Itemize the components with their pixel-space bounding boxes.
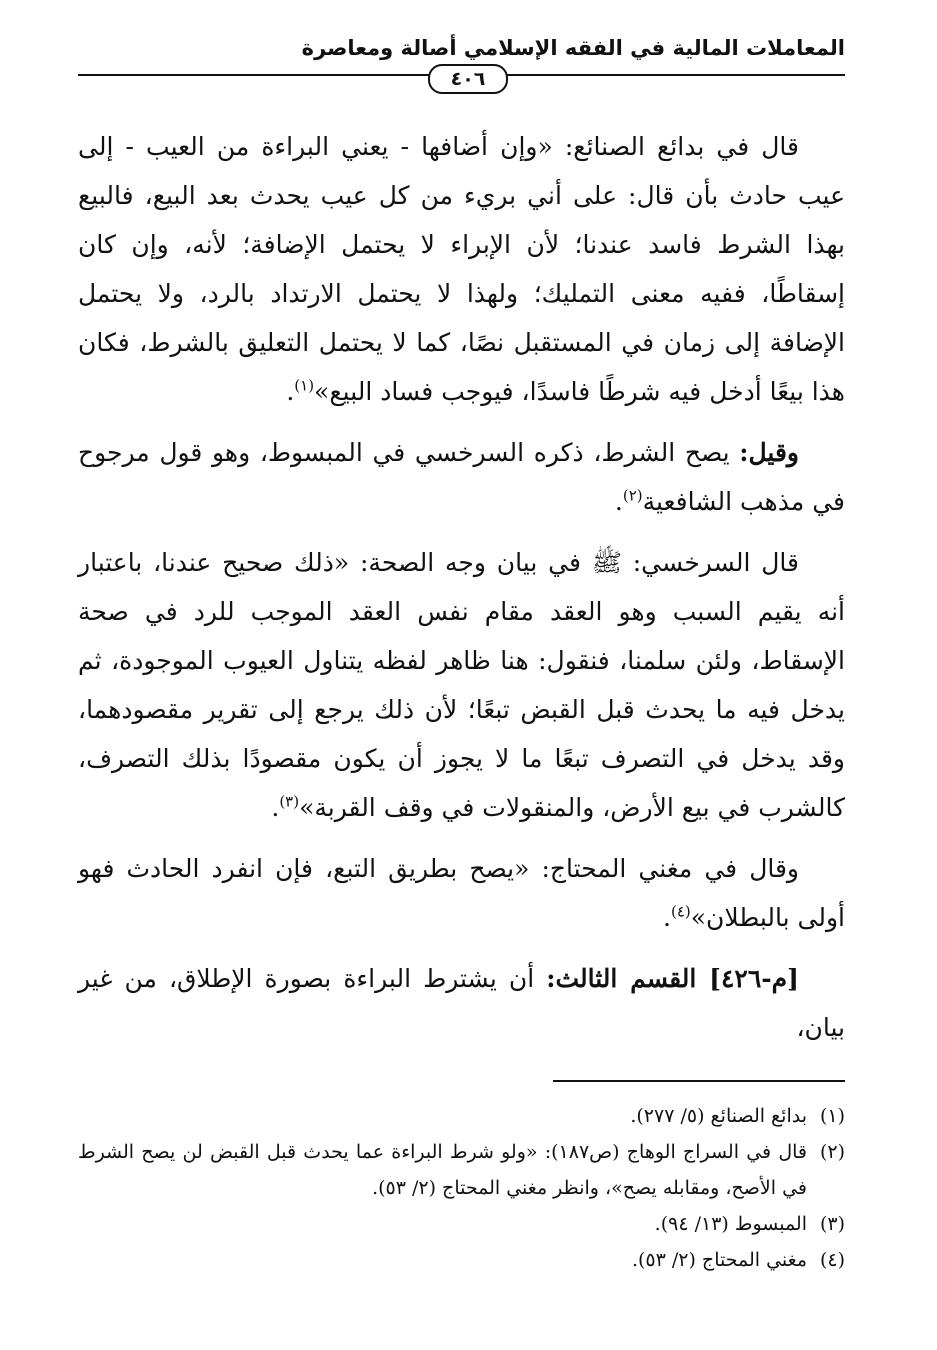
footnote-item xyxy=(78,1098,845,1134)
paragraph-third-section xyxy=(78,954,845,1052)
footnote-separator xyxy=(553,1080,845,1082)
footnote-item xyxy=(78,1134,845,1206)
running-title: المعاملات المالية في الفقه الإسلامي أصالة ومعاصرة xyxy=(301,36,845,60)
footnote-number: (٣) xyxy=(819,1213,845,1235)
paragraph-text: قال السرخسي: ﷺ في بيان وجه الصحة: «ذلك صحيح عندنا، باعتبار أنه يقيم السبب وهو العقد مقام نفس العقد الموجب للرد في صحة الإسقاط، ولئن سلمنا، فنقول: هنا ظاهر لفظه يتناول العيوب الموجودة، ثم يدخل فيه ما يحدث قبل القبض تبعًا؛ لأن ذلك يرجع إلى تقرير مقصودهما، وقد يدخل في التصرف تبعًا ما لا يجوز أن يكون مقصودًا بذلك التصرف، كالشرب في بيع الأرض، والمنقولات في وقف القربة» xyxy=(78,548,846,822)
footnote-number: (١) xyxy=(819,1105,845,1127)
paragraph-tail: . xyxy=(614,487,623,516)
footnote-ref: (٢) xyxy=(622,486,643,505)
paragraph-tail: . xyxy=(663,903,671,932)
paragraph-text: قال في بدائع الصنائع: «وإن أضافها - يعني البراءة من العيب - إلى عيب حادث بأن قال: على أني بريء من كل عيب يحدث بعد البيع، فالبيع بهذا الشرط فاسد عندنا؛ لأن الإبراء لا يحتمل الإضافة؛ لأنه، وإن كان إسقاطًا، ففيه معنى التمليك؛ ولهذا لا يحتمل الارتداد بالرد، ولا يحتمل الإضافة إلى زمان في المستقبل نصًا، كما لا يحتمل التعليق بالشرط، فكان هذا بيعًا أدخل فيه شرطًا فاسدًا، فيوجب فساد البيع» xyxy=(78,132,845,406)
footnote-number: (٤) xyxy=(819,1249,845,1271)
page-number: ٤٠٦ xyxy=(428,64,508,94)
paragraph-lead: [م-٤٢٦] القسم الثالث: xyxy=(546,964,799,993)
footnote-item xyxy=(78,1206,845,1242)
paragraph-tail: . xyxy=(286,377,295,406)
paragraph-text: أن يشترط البراءة بصورة الإطلاق، من غير بيان، xyxy=(78,964,845,1042)
paragraph-text: يصح الشرط، ذكره السرخسي في المبسوط، وهو قول مرجوح في مذهب الشافعية xyxy=(78,438,845,516)
paragraph-sarakhsi xyxy=(78,538,845,832)
paragraph-text: وقال في مغني المحتاج: «يصح بطريق التبع، فإن انفرد الحادث فهو أولى بالبطلان» xyxy=(78,854,845,932)
footnote-text: قال في السراج الوهاج (ص١٨٧): «ولو شرط البراءة عما يحدث قبل القبض لن يصح الشرط في الأصح، ومقابله يصح»، وانظر مغني المحتاج (٢/ ٥٣). xyxy=(78,1141,808,1199)
footnote-text: مغني المحتاج (٢/ ٥٣). xyxy=(631,1249,807,1271)
footnote-item xyxy=(78,1242,845,1278)
footnote-number: (٢) xyxy=(819,1141,845,1163)
paragraph-mughni xyxy=(78,844,845,942)
footnote-ref: (٤) xyxy=(670,902,691,921)
footnote-ref: (١) xyxy=(294,376,315,395)
main-text xyxy=(78,122,845,1064)
paragraph-tail: . xyxy=(271,793,280,822)
footnote-text: المبسوط (١٣/ ٩٤). xyxy=(654,1213,807,1235)
paragraph-badai xyxy=(78,122,845,416)
footnote-ref: (٣) xyxy=(279,792,300,811)
footnotes xyxy=(78,1098,845,1278)
paragraph-lead: وقيل: xyxy=(739,438,799,467)
paragraph-qila xyxy=(78,428,845,526)
footnote-text: بدائع الصنائع (٥/ ٢٧٧). xyxy=(630,1105,807,1127)
